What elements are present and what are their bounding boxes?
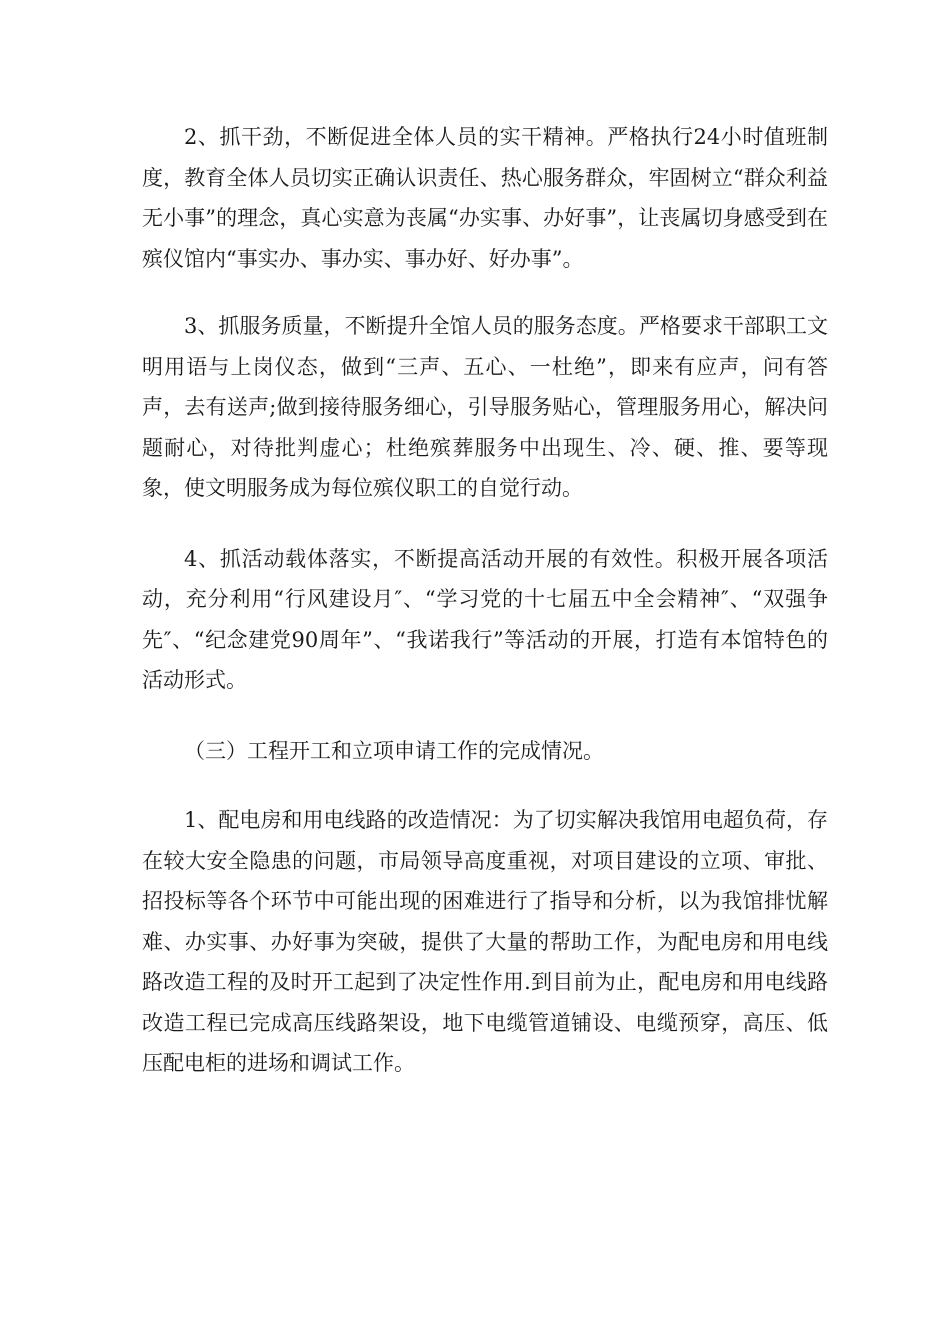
document-body bbox=[142, 117, 828, 1084]
paragraph-power-room-renovation: 1、配电房和用电线路的改造情况：为了切实解决我馆用电超负荷，存在较大安全隐患的问题，市局领导高度重视，对项目建设的立项、审批、招投标等各个环节中可能出现的困难进行了指导和分析，以为我馆排忧解难、办实事、办好事为突破，提供了大量的帮助工作，为配电房和用电线路改造工程的及时开工起到了决定性作用.到目前为止，配电房和用电线路改造工程已完成高压线路架设，地下电缆管道铺设、电缆预穿，高压、低压配电柜的进场和调试工作。 bbox=[142, 808, 828, 1075]
paragraph-work-spirit: 2、抓干劲，不断促进全体人员的实干精神。严格执行24小时值班制度，教育全体人员切实正确认识责任、热心服务群众，牢固树立“群众利益无小事”的理念，真心实意为丧属“办实事、办好事”，让丧属切身感受到在殡仪馆内“事实办、事办实、事办好、好办事”。 bbox=[142, 125, 828, 271]
paragraph-activities: 4、抓活动载体落实，不断提高活动开展的有效性。积极开展各项活动，充分利用“行风建设月″、“学习党的十七届五中全会精神″、“双强争先″、“纪念建党90周年”、“我诺我行”等活动的开展，打造有本馆特色的活动形式。 bbox=[142, 546, 828, 692]
paragraph-service-quality: 3、抓服务质量，不断提升全馆人员的服务态度。严格要求干部职工文明用语与上岗仪态，做到“三声、五心、一杜绝”，即来有应声，问有答声，去有送声;做到接待服务细心，引导服务贴心，管理服务用心，解决问题耐心，对待批判虚心；杜绝殡葬服务中出现生、冷、硬、推、要等现象，使文明服务成为每位殡仪职工的自觉行动。 bbox=[142, 314, 828, 500]
section-heading-project-status: （三）工程开工和立项申请工作的完成情况。 bbox=[184, 738, 604, 763]
